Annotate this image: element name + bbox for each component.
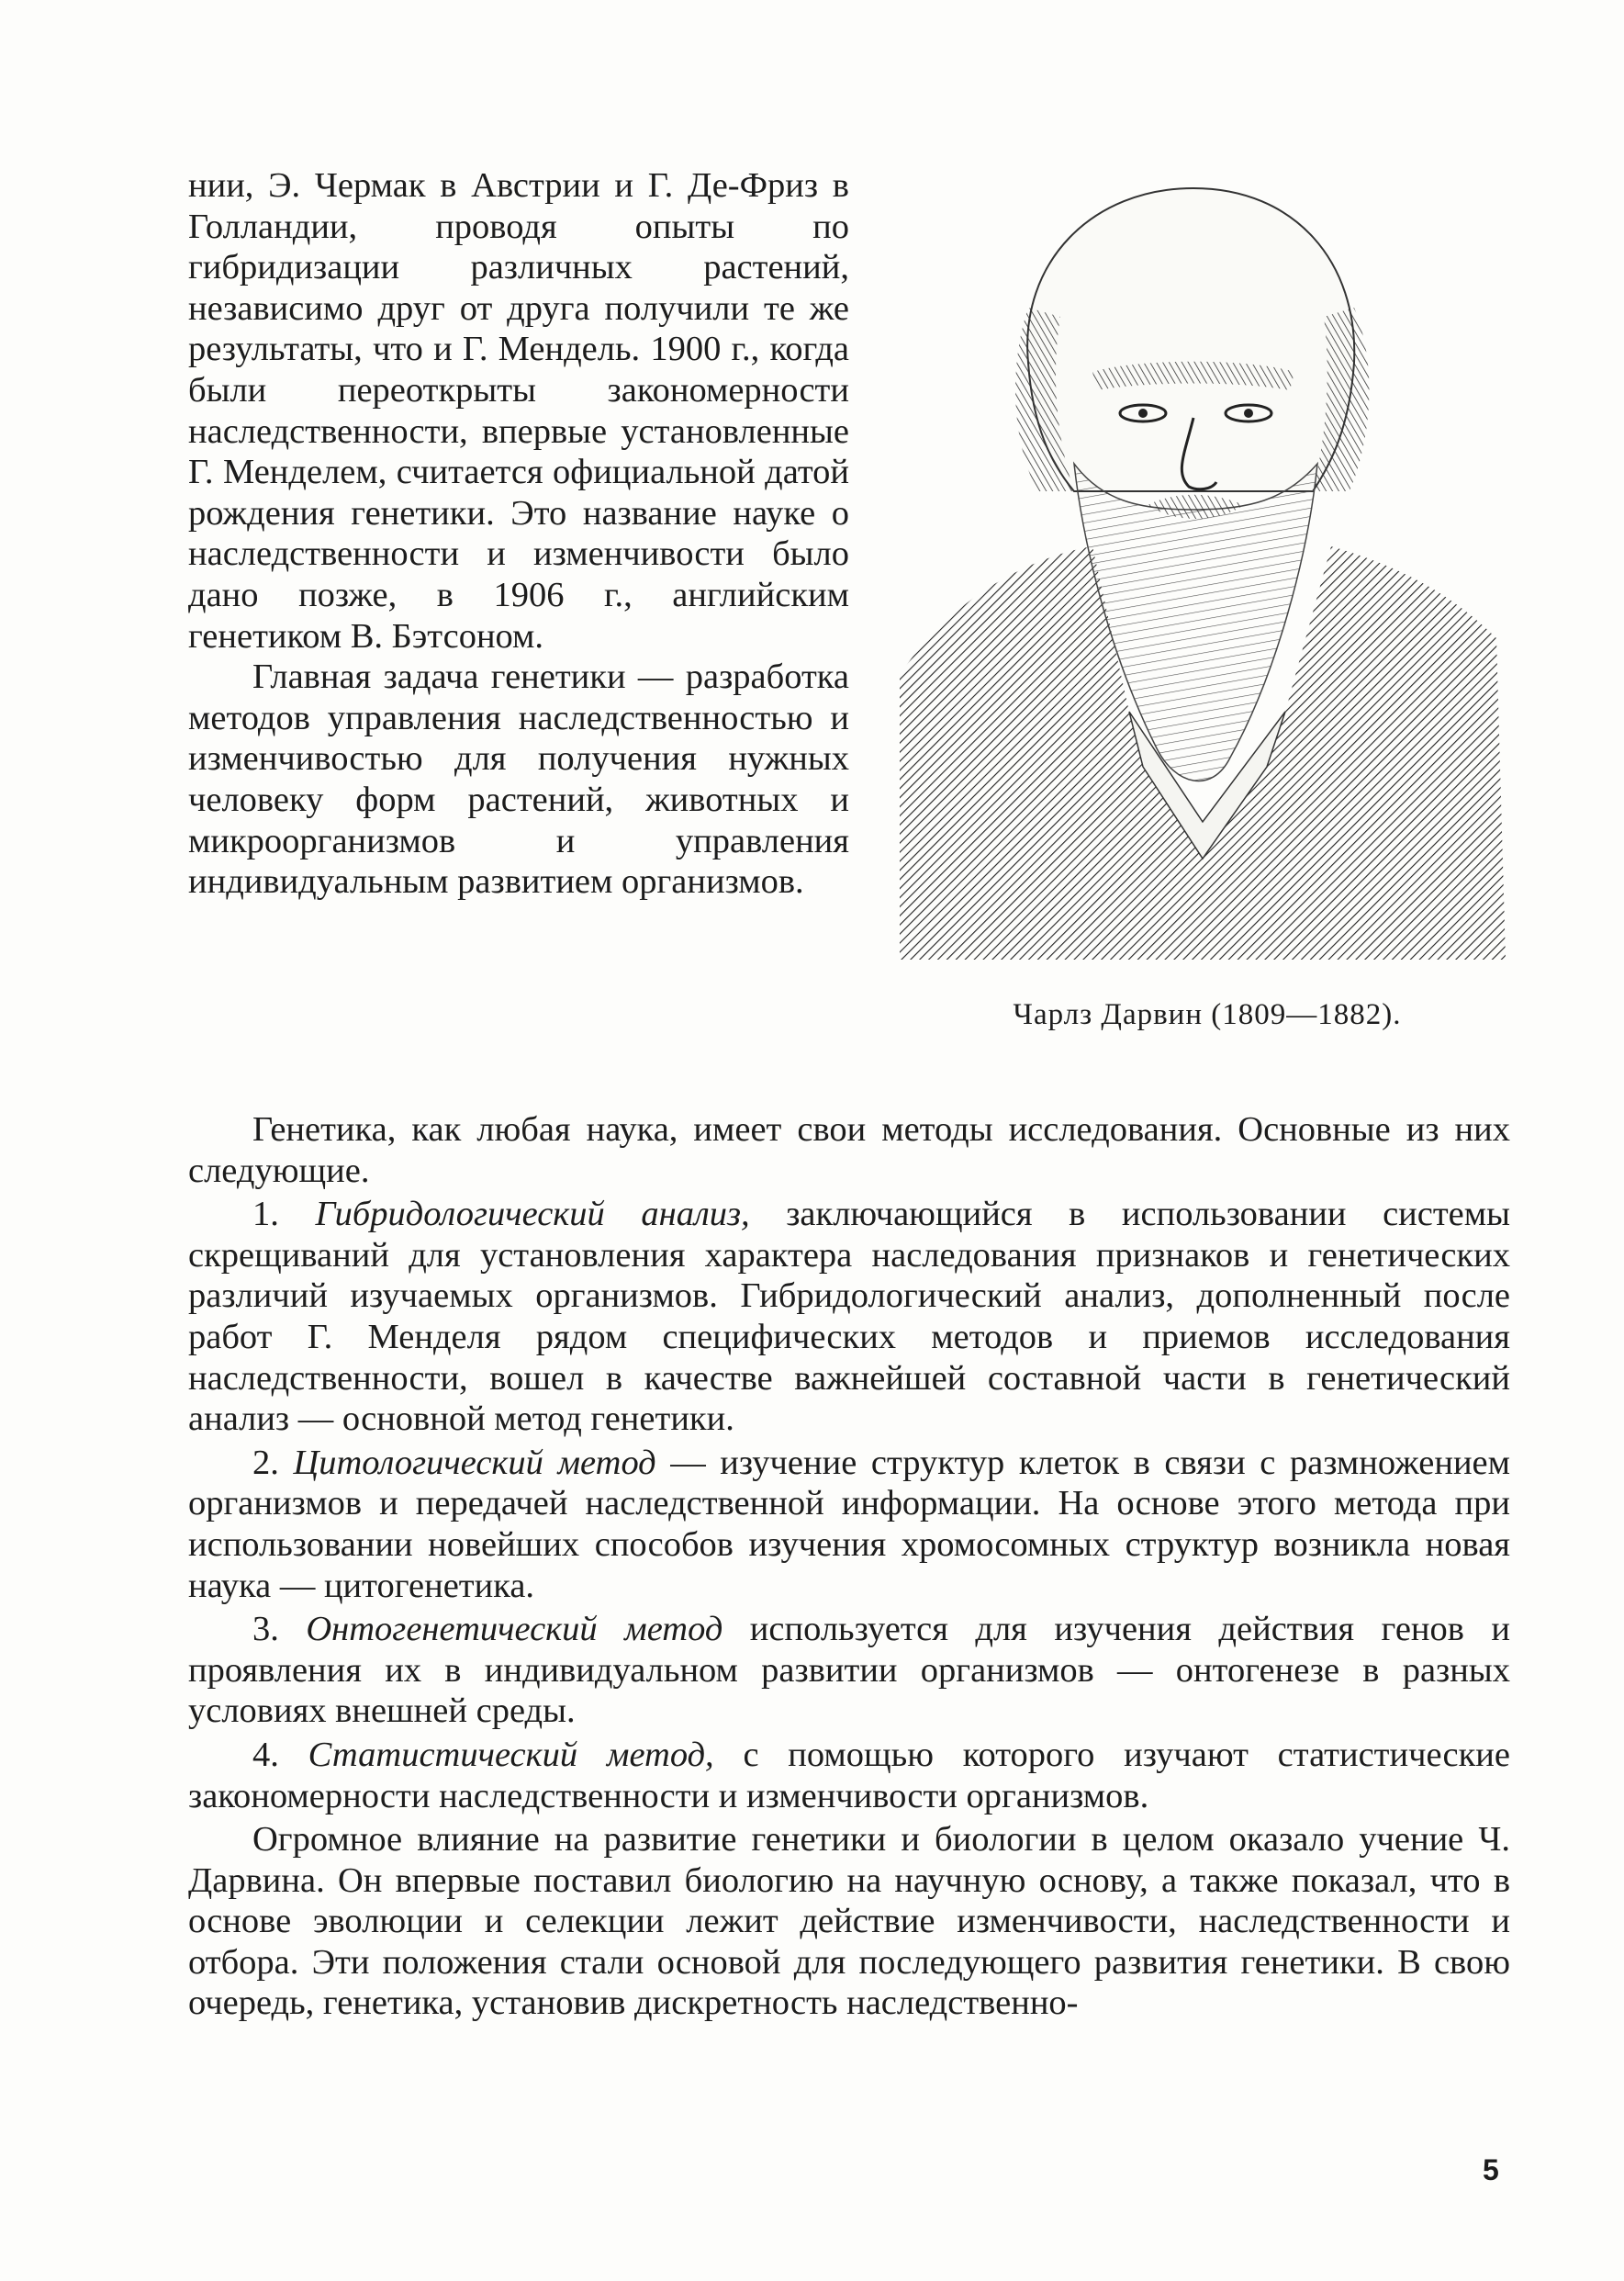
paragraph-darwin-influence: Огромное влияние на развитие генетики и биологии в целом оказало учение Ч. Дарвина. Он впервые поставил биологию на научную основу, а также показал, что в основе эволюции и селекции лежит действие изменчивости, наследственности и отбора. Эти положения стали основой для последующего развития генетики. В свою очередь, генетика, установив дискретность наследственно- (188, 1820, 1510, 2023)
method-description: используется для изучения действия генов и проявления их в индивидуальном развитии организмов — онтогенезе в разных условиях внешней среды. (188, 1610, 1511, 1731)
darwin-figure (900, 161, 1515, 1032)
paragraph-methods-intro: Генетика, как любая наука, имеет свои методы исследования. Основные из них следующие. (188, 1110, 1510, 1190)
paragraph-history: нии, Э. Чермак в Австрии и Г. Де-Фриз в Голландии, проводя опыты по гибридизации различных растений, независимо друг от друга получили те же результаты, что и Г. Мендель. 1900 г., когда были переоткрыты закономерности наследственности, впервые установленные Г. Менделем, считается официальной датой рождения генетики. Это название науке о наследственности и изменчивости было дано позже, в 1906 г., английским генетиком В. Бэтсоном. (188, 166, 849, 656)
figure-caption: Чарлз Дарвин (1809—1882). (1013, 998, 1402, 1031)
item-number: 1. (252, 1195, 279, 1234)
list-item-method-1 (188, 1194, 1510, 1440)
darwin-portrait-engraving (900, 161, 1506, 960)
method-description: с помощью которого изучают статистические закономерности наследственности и изменчивости организмов. (188, 1735, 1510, 1815)
method-description: — изучение структур клеток в связи с размножением организмов и передачей наследственной информации. На основе этого метода при использовании новейших способов изучения хромосомных структур возникла новая наука — цитогенетика. (188, 1443, 1511, 1605)
list-item-method-2 (188, 1443, 1510, 1606)
item-number: 2. (252, 1443, 279, 1482)
method-term: Онтогенетический метод (306, 1610, 723, 1649)
method-term: Гибридологический анализ, (315, 1195, 750, 1234)
item-number: 3. (252, 1610, 279, 1649)
method-term: Цитологический метод (293, 1443, 656, 1482)
method-term: Статистический метод, (308, 1735, 714, 1774)
item-number: 4. (252, 1735, 279, 1774)
paragraph-main-task: Главная задача генетики — разработка методов управления наследственностью и изменчивостью для получения нужных человеку форм растений, животных и микроорганизмов и управления индивидуальным развитием организмов. (188, 657, 849, 902)
list-item-method-4 (188, 1735, 1510, 1816)
top-text-column (188, 165, 849, 903)
main-text-column (188, 1109, 1510, 2027)
page-number: 5 (1483, 2153, 1499, 2186)
method-description: заключающийся в использовании системы скрещиваний для установления характера наследования признаков и генетических различий изучаемых организмов. Гибридологический анализ, дополненный после работ Г. Менделя рядом специфических методов и приемов исследования наследственности, вошел в качестве важнейшей составной части в генетический анализ — основной метод генетики. (188, 1195, 1510, 1439)
list-item-method-3 (188, 1609, 1510, 1732)
